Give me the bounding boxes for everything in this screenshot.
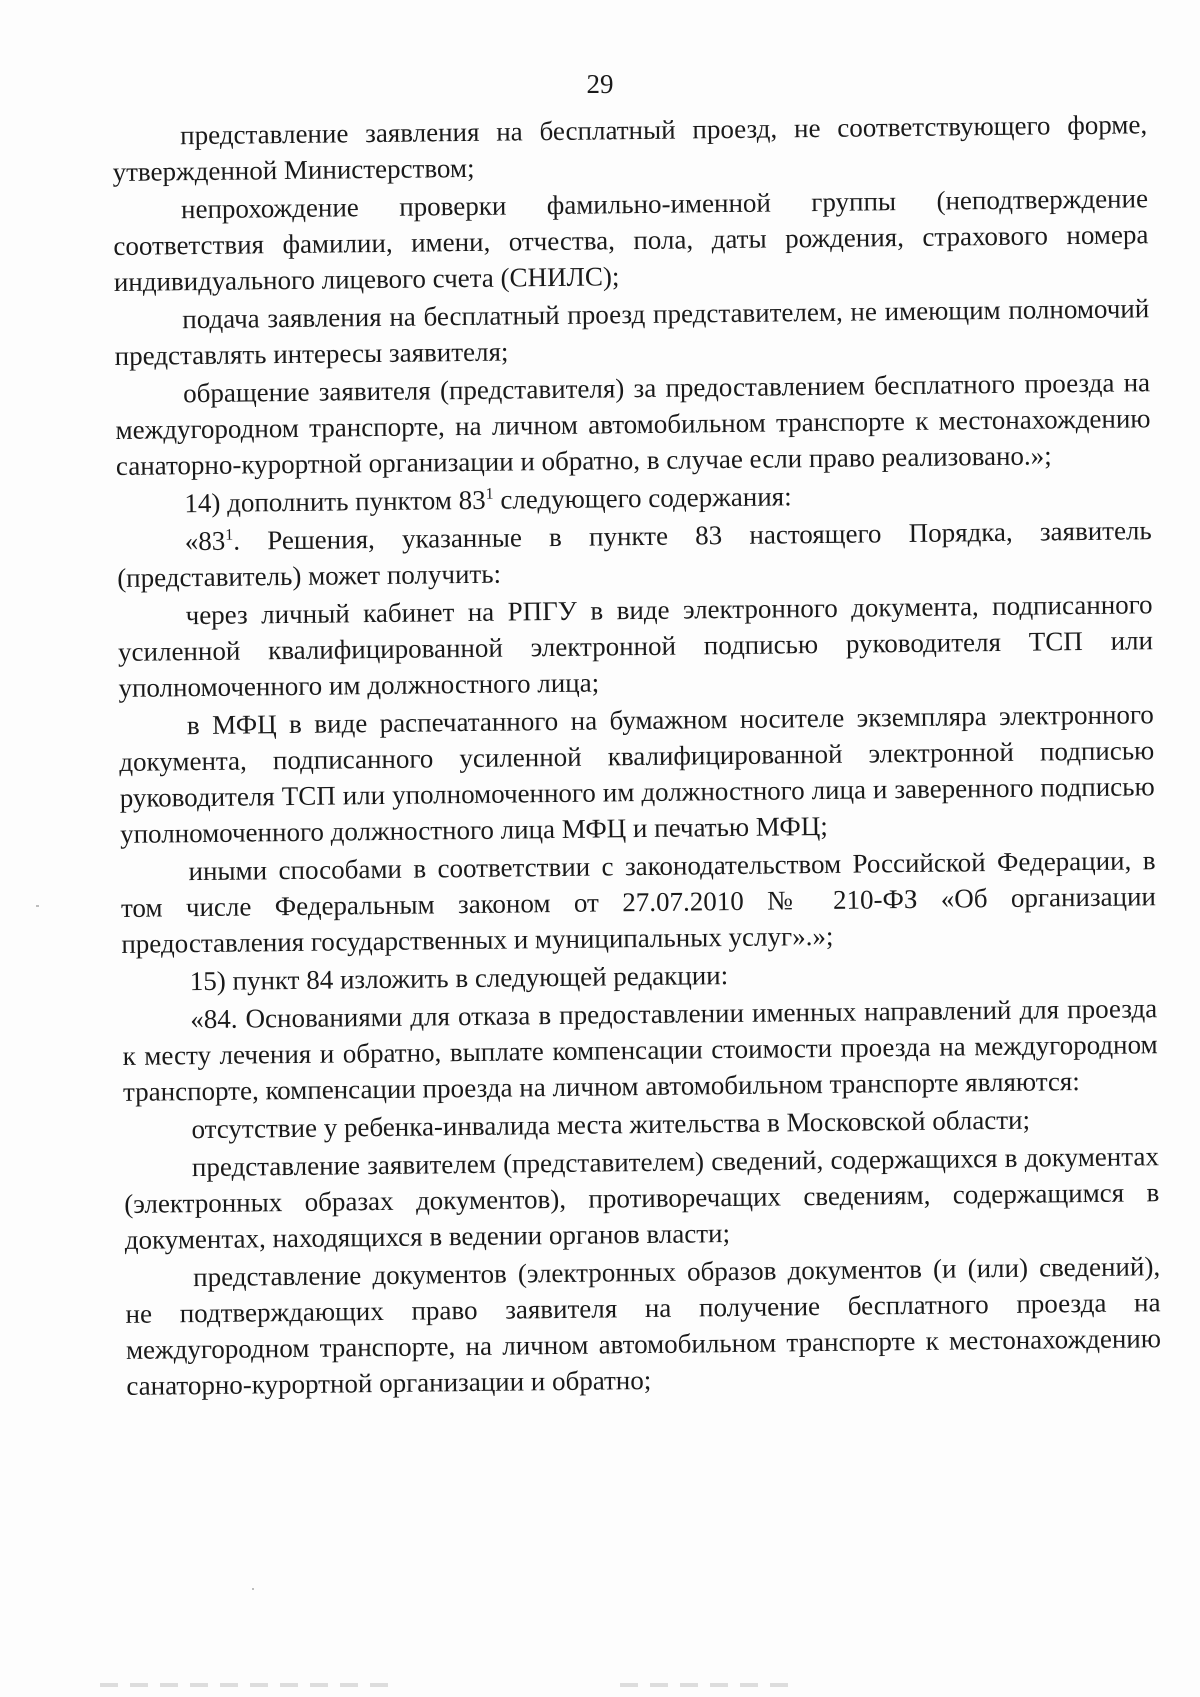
- scan-mark: [36, 905, 39, 907]
- amendment-item-15: 15) пункт 84 изложить в следующей редакции:: [189, 960, 729, 997]
- paragraph: иными способами в соответствии с законодательством Российской Федерации, в том числе Федеральным законом от 27.07.2010 № 210-ФЗ «Об организации предоставления государственных и муниципальных услуг».»;: [120, 845, 1157, 959]
- scan-artifact: [620, 1683, 800, 1687]
- paragraph: в МФЦ в виде распечатанного на бумажном носителе экземпляра электронного документа, подписанного усиленной квалифицированной электронной подписью руководителя ТСП или уполномоченного им должностного лица и заверенного подписью уполномоченного должностного лица МФЦ и печатью МФЦ;: [119, 699, 1155, 849]
- clause-83-1-text: . Решения, указанные в пункте 83 настоящего Порядка, заявитель (представитель) может получить:: [117, 515, 1152, 593]
- paragraph: представление документов (электронных образов документов (и (или) сведений), не подтверждающих право заявителя на получение бесплатного проезда на междугородном транспорте, на личном автомобильном транспорте к местонахождению санаторно-курортной организации и обратно;: [125, 1251, 1162, 1401]
- paragraph: обращение заявителя (представителя) за предоставлением бесплатного проезда на междугородном транспорте, на личном автомобильном транспорте к местонахождению санаторно-курортной организации и обратно, в случае если право реализовано.»;: [115, 367, 1151, 481]
- document-body: [112, 106, 1162, 1406]
- clause-83-1: [117, 512, 1153, 596]
- paragraph: непрохождение проверки фамильно-именной группы (неподтверждение соответствия фамилии, имени, отчества, пола, даты рождения, страхового номера индивидуального лицевого счета (СНИЛС);: [113, 183, 1149, 297]
- page-number: 29: [586, 69, 614, 99]
- paragraph: через личный кабинет на РПГУ в виде электронного документа, подписанного усиленной квалифицированной электронной подписью руководителя ТСП или уполномоченного им должностного лица;: [117, 589, 1154, 703]
- paragraph: представление заявителем (представителем) сведений, содержащихся в документах (электронных образах документов), противоречащих сведениям, содержащимся в документах, находящихся в ведении органов власти;: [124, 1141, 1160, 1255]
- item-14-text: 14) дополнить пунктом 83: [184, 484, 486, 519]
- item-14-text-end: следующего содержания:: [493, 481, 792, 515]
- scan-mark: [252, 1588, 254, 1590]
- paragraph: представление заявления на бесплатный проезд, не соответствующего форме, утвержденной Министерством;: [112, 109, 1148, 187]
- scan-artifact: [100, 1683, 400, 1687]
- superscript: 1: [485, 485, 494, 503]
- clause-83-1-number: «83: [184, 525, 226, 557]
- superscript: 1: [225, 526, 234, 544]
- paragraph: подача заявления на бесплатный проезд представителем, не имеющим полномочий представлять интересы заявителя;: [114, 293, 1150, 371]
- clause-84: «84. Основаниями для отказа в предоставлении именных направлений для проезда к месту лечения и обратно, выплате компенсации стоимости проезда на междугородном транспорте, компенсации проезда на личном автомобильном транспорте являются:: [122, 993, 1158, 1107]
- paragraph: отсутствие у ребенка-инвалида места жительства в Московской области;: [191, 1104, 1031, 1145]
